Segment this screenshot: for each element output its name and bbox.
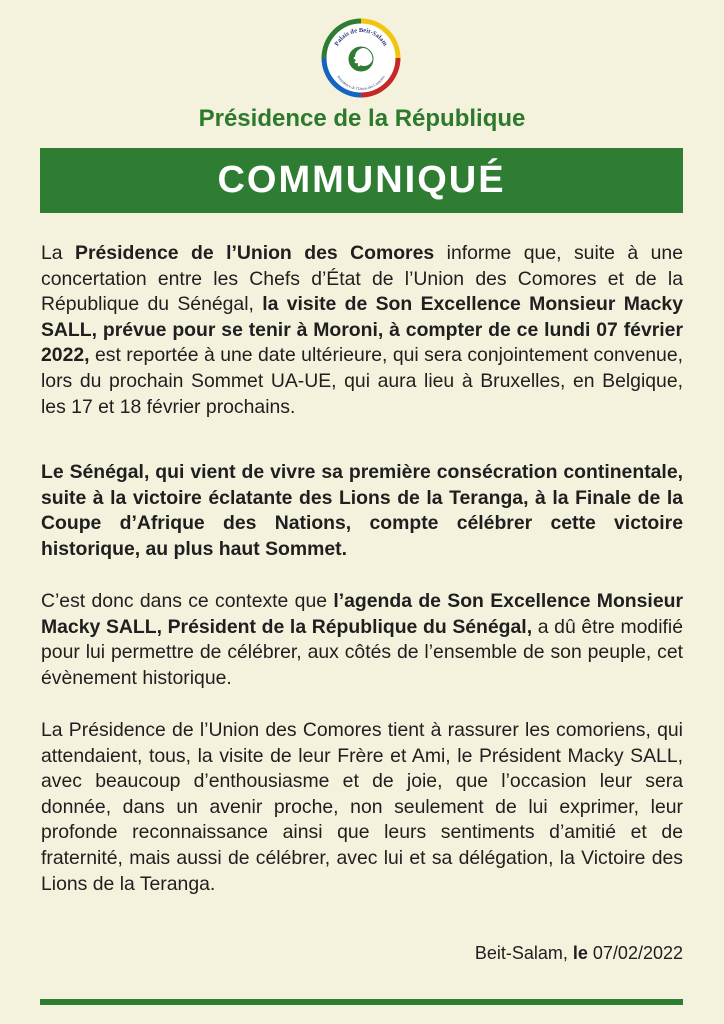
paragraph-text-run: La Présidence de l’Union des Comores tient à rassurer les comoriens, qui attendaient, tous, la visite de leur Frère et Ami, le Président Macky SALL, avec beaucoup d’enthousiasme et de joie, que l’occasion leur sera donnée, dans un avenir proche, non seulement de lui exprimer, leur profonde reconnaissance ainsi que leurs sentiments d’amitié et de fraternité, mais aussi de célébrer, avec lui et sa délégation, la Victoire des Lions de la Teranga. xyxy=(41,719,683,895)
seal-bottom-text: Présidence de l'Union des Comores xyxy=(336,74,386,92)
paragraph-text-run: Le Sénégal, qui vient de vivre sa première consécration continentale, suite à la victoire éclatante des Lions de la Teranga, à la Finale de la Coupe d’Afrique des Nations, compte célébrer cette victoire historique, au plus haut Sommet. xyxy=(41,461,683,560)
paragraph-3 xyxy=(41,589,683,691)
seal-top-text: Palais de Beit-Salam xyxy=(333,27,389,48)
signature-le: le xyxy=(572,943,588,963)
page-heading: Présidence de la République xyxy=(198,105,526,132)
paragraph-text-run: Présidence de l’Union des Comores xyxy=(75,242,435,264)
signature-place: Beit-Salam, xyxy=(474,943,568,963)
paragraph-text-run: a dû être modifié pour lui permettre de célébrer, aux côtés de l’ensemble de son peuple, cet évènement historique. xyxy=(41,615,683,689)
paragraph-text-run: La xyxy=(41,242,76,264)
footer-rule xyxy=(40,999,683,1005)
paragraph-text-run: est reportée à une date ultérieure, qui sera conjointement convenue, lors du prochain Sommet UA-UE, qui aura lieu à Bruxelles, en Belgique, les 17 et 18 février prochains. xyxy=(41,344,683,418)
paragraph-4 xyxy=(41,718,683,897)
communique-banner xyxy=(40,148,683,213)
paragraph-text-run: informe que, suite à une concertation entre les Chefs d’État de l’Union des Comores et de la République du Sénégal, xyxy=(41,242,683,316)
signature-date: 07/02/2022 xyxy=(592,943,683,963)
paragraph-2 xyxy=(41,460,683,562)
paragraph-1 xyxy=(41,241,683,420)
paragraph-text-run: l’agenda de Son Excellence Monsieur Macky SALL, Président de la République du Sénégal, xyxy=(41,590,683,638)
signature-line xyxy=(475,943,683,964)
presidential-seal-logo xyxy=(321,18,401,98)
banner-title: COMMUNIQUÉ xyxy=(217,159,506,201)
paragraph-text-run: la visite de Son Excellence Monsieur Macky SALL, prévue pour se tenir à Moroni, à compter de ce lundi 07 février 2022, xyxy=(41,293,683,367)
paragraph-text-run: C’est donc dans ce contexte que xyxy=(41,590,334,612)
